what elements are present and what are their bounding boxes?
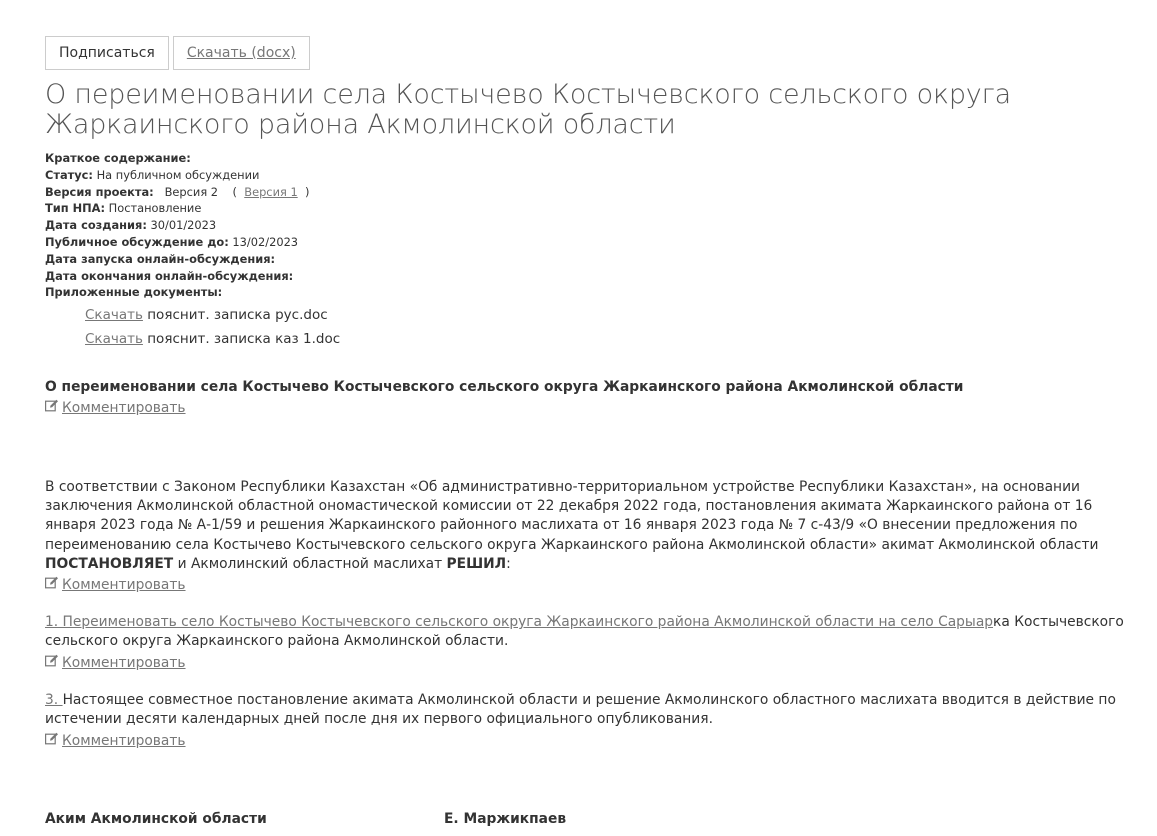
signature-name: Е. Маржикпаев [444, 811, 567, 827]
summary-label: Краткое содержание: [45, 151, 191, 165]
preamble-paragraph [45, 478, 1135, 574]
edit-icon [45, 731, 59, 751]
attachment-download-link[interactable]: Скачать [85, 307, 143, 324]
online-end-label: Дата окончания онлайн-обсуждения: [45, 268, 294, 283]
attachments-label: Приложенные документы: [45, 285, 223, 300]
comment-label: Комментировать [62, 733, 186, 749]
comment-link-clause-3[interactable] [45, 731, 186, 751]
discussion-label: Публичное обсуждение до: [45, 234, 229, 249]
page-title: О переименовании села Костычево Костычевского сельского округа Жаркаинского района Акмолинской области [45, 79, 1011, 140]
discussion-value: 13/02/2023 [232, 234, 299, 249]
preamble-bold-reshil: РЕШИЛ [446, 555, 507, 572]
attachment-download-link[interactable]: Скачать [85, 331, 143, 348]
preamble-mid: и Акмолинский областной маслихат [173, 555, 447, 572]
edit-icon [45, 653, 59, 673]
document-meta [45, 150, 1135, 301]
comment-link-title[interactable] [45, 398, 186, 418]
version-close-paren: ) [304, 184, 310, 199]
meta-online-start [45, 251, 1135, 268]
attachment-name: пояснит. записка рус.doc [147, 307, 328, 324]
online-start-label: Дата запуска онлайн-обсуждения: [45, 251, 276, 266]
preamble-text: В соответствии с Законом Республики Казахстан «Об административно-территориальном устройстве Республики Казахстан», на основании заключения Акмолинской областной ономастической комиссии от 22 декабря 2022 года, постановления акимата Жаркаинского района от 16 января 2023 года № А-1/59 и решения Жаркаинского районного маслихата от 16 января 2023 года № 7 с-43/9 «О внесении предложения по переименованию села Костычево Костычевского сельского округа Жаркаинского района Акмолинской области» акимат Акмолинской области [45, 479, 1099, 553]
created-value: 30/01/2023 [150, 218, 217, 233]
version-label: Версия проекта: [45, 184, 154, 199]
meta-type [45, 200, 1135, 217]
document-page [45, 36, 1135, 827]
comment-label: Комментировать [62, 655, 186, 671]
attachments-list [45, 303, 1135, 351]
subscribe-button[interactable]: Подписаться [45, 36, 169, 70]
attachment-item [85, 327, 1135, 351]
clause-1-text: ка Костычевского сельского округа Жаркаинского района Акмолинской области. [45, 614, 1124, 650]
meta-online-end [45, 268, 1135, 285]
meta-discussion [45, 234, 1135, 251]
comment-link-clause-1[interactable] [45, 653, 186, 673]
edit-icon [45, 398, 59, 418]
clause-3-link[interactable]: 3. [45, 692, 63, 708]
version-1-link[interactable]: Версия 1 [244, 184, 298, 199]
clause-3-text: Настоящее совместное постановление акимата Акмолинской области и решение Акмолинского областного маслихата вводится в действие по истечении десяти календарных дней после дня их первого официального опубликования. [45, 692, 1116, 728]
version-open-paren: ( [232, 184, 237, 199]
attachment-item [85, 303, 1135, 327]
meta-created [45, 217, 1135, 234]
section-title: О переименовании села Костычево Костычевского сельского округа Жаркаинского района Акмолинской области [45, 379, 964, 395]
signature-position: Аким Акмолинской области [45, 811, 267, 827]
clause-1-link[interactable]: 1. Переименовать село Костычево Костычевского сельского округа Жаркаинского района Акмолинской области на село Сарыар [45, 614, 994, 630]
download-docx-button[interactable]: Скачать (docx) [173, 36, 310, 70]
type-value: Постановление [108, 201, 202, 216]
status-label: Статус: [45, 167, 93, 182]
type-label: Тип НПА: [45, 201, 106, 216]
comment-link-preamble[interactable] [45, 575, 186, 595]
meta-attachments [45, 284, 1135, 301]
status-value: На публичном обсуждении [96, 167, 260, 182]
meta-status [45, 167, 1135, 184]
meta-version [45, 184, 1135, 201]
clause-1-paragraph [45, 613, 1135, 651]
comment-label: Комментировать [62, 400, 186, 416]
comment-label: Комментировать [62, 577, 186, 593]
toolbar [45, 36, 1135, 70]
preamble-end: : [506, 555, 511, 572]
edit-icon [45, 575, 59, 595]
version-value: Версия 2 [164, 184, 219, 199]
created-label: Дата создания: [45, 218, 147, 233]
attachment-name: пояснит. записка каз 1.doc [147, 331, 341, 348]
preamble-bold-postanovlyaet: ПОСТАНОВЛЯЕТ [45, 555, 174, 572]
meta-summary [45, 150, 1135, 167]
clause-3-paragraph [45, 691, 1135, 729]
